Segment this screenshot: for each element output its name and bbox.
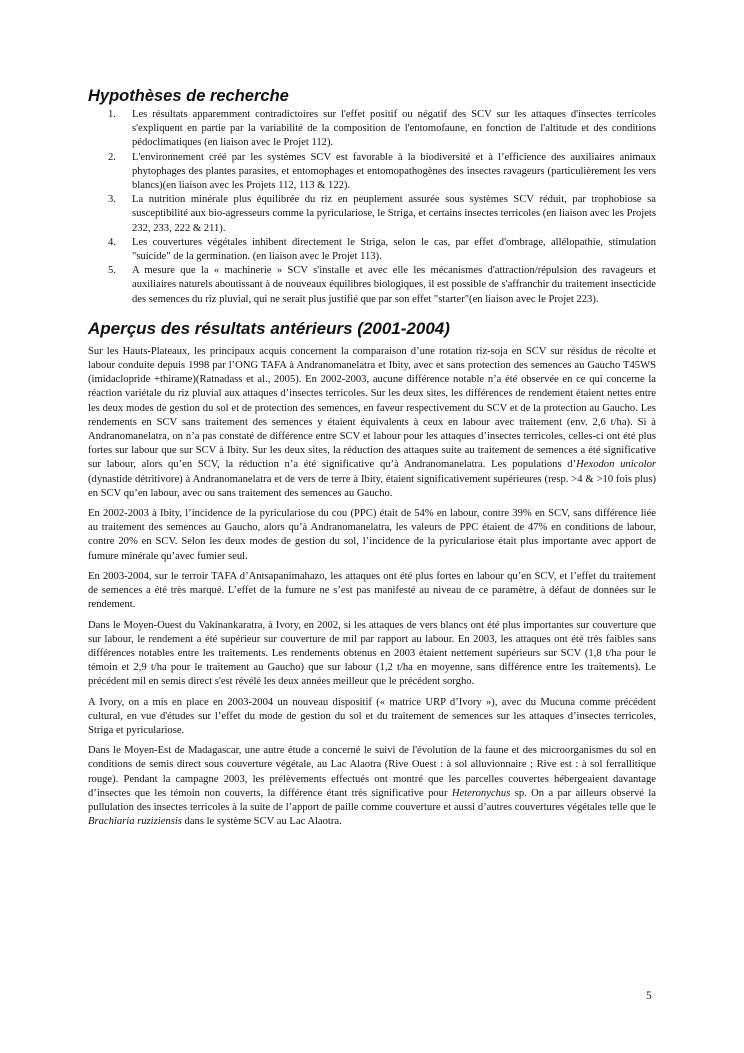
paragraph-moyen-est: Dans le Moyen-Est de Madagascar, une autre étude a concerné le suivi de l'évolution de la faune et des microorganismes du sol en conditions de semis direct sous couverture végétale, au Lac Alaotra (Rive Ouest : à sol alluvionnaire ; Rive est : à sol ferrallitique rouge). Pendant la campagne 2003, les prélèvements effectués ont montré que les parcelles couvertes hébergeaient davantage d’insectes que les témoin non couverts, la différence étant très significative pour Heteronychus sp. On a par ailleurs observé la pullulation des insectes terricoles à la suite de l’apport de paille comme couverture et aussi d’autres couvertures végétales telle que le Brachiaria ruziziensis dans le système SCV au Lac Alaotra. — [88, 745, 656, 828]
page-content — [88, 86, 656, 835]
paragraph-ibity-2002: En 2002-2003 à Ibity, l’incidence de la pyriculariose du cou (PPC) était de 54% en labour, contre 39% en SCV, sans différence liée au traitement des semences au Gaucho, alors qu’à Andranomanelatra, les valeurs de PPC étaient de 47% en conditions de labour, contre 20% en SCV. Selon les deux modes de gestion du sol, l’incidence de la pyriculariose était plus importante avec apport de fumure minérale qu’avec fumier seul. — [88, 508, 656, 562]
page-number: 5 — [646, 990, 652, 1002]
section-title-hypotheses: Hypothèses de recherche — [88, 87, 289, 105]
list-item: 1. Les résultats apparemment contradictoires sur l'effet positif ou négatif des SCV sur les attaques d'insectes terricoles s'expliquent en partie par la variabilité de la composition de l'entomofaune, en fonction de l'altitude et des conditions pédoclimatiques (en liaison avec le Projet 112). — [108, 109, 656, 149]
paragraph-antsapanimahazo: En 2003-2004, sur le terroir TAFA d’Antsapanimahazo, les attaques ont été plus fortes en labour qu’en SCV, et l’effet du traitement de semences a été très marqué. L’effet de la fumure ne s’est pas manifesté au niveau de ce paramètre, à défaut de données sur le rendement. — [88, 570, 656, 611]
list-item: 5. A mesure que la « machinerie » SCV s'installe et avec elle les mécanismes d'attraction/répulsion des ravageurs et auxiliaires naturels aboutissant à de nouveaux équilibres biologiques, il est possible de s'affranchir du traitement insecticide des semences du riz pluvial, qui ne serait plus justifié que par son effet "starter"(en liaison avec le Projet 223). — [108, 265, 656, 305]
paragraph-ivory-dispositif: A Ivory, on a mis en place en 2003-2004 un nouveau dispositif (« matrice URP d’Ivory »), avec du Mucuna comme précédent cultural, en vue d'études sur l’effet du mode de gestion du sol et du traitement de semences sur les attaques d’insectes terricoles, Striga et pyriculariose. — [88, 696, 656, 736]
list-item: 4. Les couvertures végétales inhibent directement le Striga, selon le cas, par effet d'ombrage, allélopathie, stimulation "suicide" de la germination. (en liaison avec le Projet 113). — [108, 236, 656, 263]
paragraph-moyen-ouest: Dans le Moyen-Ouest du Vakinankaratra, à Ivory, en 2002, si les attaques de vers blancs ont été plus importantes sur couverture que sur labour, le rendement a été supérieur sur couverture de mil par rapport au labour. En 2003, les attaques ont été très faibles sans différences notables entre les traitements. Les rendements obtenus en 2003 étaient nettement supérieurs sur SCV (1,8 t/ha pour le témoin et 2,9 t/ha pour le traitement au Gaucho) que sur labour (1,2 t/ha en moyenne, sans différence entre les traitements). Le précédent mil en semis direct s'est révélé les deux années meilleur que le précédent sorgho. — [88, 619, 656, 688]
section-title-results: Aperçus des résultats antérieurs (2001-2004) — [88, 318, 450, 338]
list-item: 2. L'environnement créé par les systèmes SCV est favorable à la biodiversité et à l’efficience des auxiliaires animaux phytophages des plantes parasites, et entomophages et entomopathogènes des insectes ravageurs (particulièrement les vers blancs)(en liaison avec les Projets 112, 113 & 122). — [108, 151, 656, 192]
list-item: 3. La nutrition minérale plus équilibrée du riz en peuplement assurée sous systèmes SCV réduit, par trophobiose sa susceptibilité aux bio-agresseurs comme la pyriculariose, le Striga, et certains insectes terricoles (en liaison avec les Projets 232, 233, 222 & 211). — [108, 194, 656, 234]
hypotheses-list — [88, 108, 656, 307]
paragraph-hauts-plateaux: Sur les Hauts-Plateaux, les principaux acquis concernent la comparaison d’une rotation riz-soja en SCV sur résidus de récolte et labour conduite depuis 1998 par l’ONG TAFA à Andranomanelatra et Ibity, avec et sans protection des semences au Gaucho T45WS (imidaclopride +thirame)(Ratnadass et al., 2005). En 2002-2003, aucune différence notable n’a été observée en ce qui concerne la réaction variétale du riz pluvial aux attaques d’insectes terricoles. Sur les deux sites, les différences de rendement étaient nettes entre les deux modes de gestion du sol et de protection des semences, en faveur respectivement du SCV et de la protection au Gaucho. Les rendements en SCV sans traitement des semences y étaient équivalents à ceux en labour avec traitement (env. 2,6 t/ha). Si à Andranomanelatra, on n’a pas constaté de différence entre SCV et labour pour les attaques d’insectes terricoles, celles-ci ont été plus fortes sur labour que sur SCV à Ibity. Sur les deux sites, la réduction des attaques suite au traitement de semences a été significative sur labour, alors qu’en SCV, la réduction n’a été significative qu’à Andranomanelatra. Les populations d’Hexodon unicolor (dynastide détritivore) à Andranomanelatra et de vers de terre à Ibity, étaient significativement supérieures (resp. >4 & >10 fois plus) en SCV qu’en labour, avec ou sans traitement des semences au Gaucho. — [88, 345, 657, 499]
